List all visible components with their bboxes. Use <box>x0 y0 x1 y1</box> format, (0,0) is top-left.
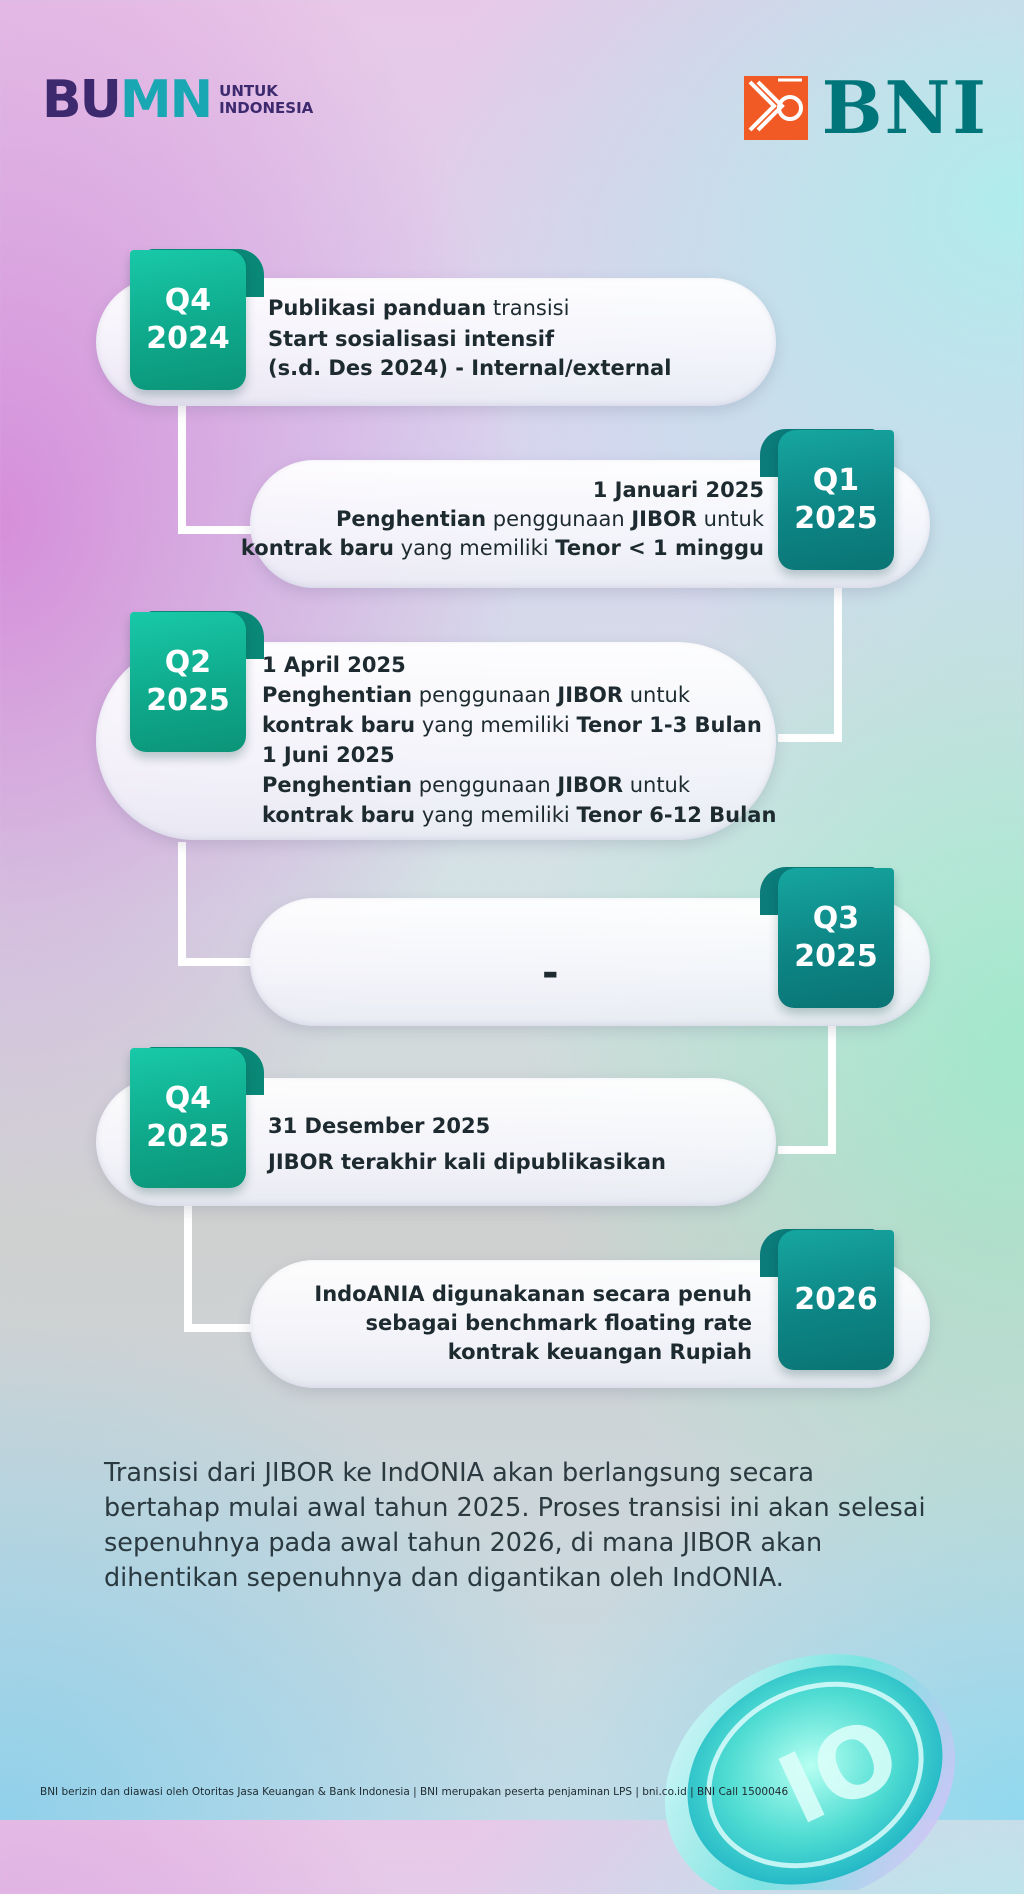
bold-text: kontrak baru <box>262 713 416 737</box>
tag-year: 2025 <box>794 501 878 536</box>
quarter-tag-q4-2025 <box>130 1048 246 1188</box>
tag-year: 2026 <box>794 1282 878 1317</box>
milestone-date <box>262 650 776 680</box>
tag-quarter: Q1 <box>812 463 860 498</box>
tag-body <box>778 868 894 1008</box>
milestone-text <box>268 1108 666 1180</box>
milestone-date <box>262 740 776 770</box>
timeline-connector <box>178 958 252 966</box>
bumn-letter-b: B <box>42 70 80 130</box>
normal-text: penggunaan <box>486 507 632 531</box>
bold-text: (s.d. Des 2024) - Internal/external <box>268 356 672 380</box>
normal-text: transisi <box>486 296 570 320</box>
bni-logo <box>744 65 988 150</box>
bumn-tagline-line-1: UNTUK <box>219 82 278 100</box>
milestone-text <box>314 1280 752 1367</box>
milestone-line <box>268 1144 666 1180</box>
timeline-connector <box>828 1026 836 1154</box>
normal-text: yang memiliki <box>415 803 577 827</box>
bold-text: Penghentian <box>262 773 413 797</box>
bumn-wordmark <box>42 70 212 130</box>
milestone-text <box>241 476 764 563</box>
date-text: 1 April 2025 <box>262 653 406 677</box>
milestone-empty-dash: - <box>542 950 559 996</box>
milestone-line <box>262 770 776 800</box>
normal-text: untuk <box>697 507 764 531</box>
date-text: 31 Desember 2025 <box>268 1114 491 1138</box>
milestone-line <box>262 680 776 710</box>
milestone-line <box>241 505 764 534</box>
quarter-tag-q3-2025 <box>778 868 894 1008</box>
normal-text: untuk <box>623 773 691 797</box>
quarter-tag-q4-2024 <box>130 250 246 390</box>
milestone-text <box>262 650 776 830</box>
bni-wordmark: BNI <box>821 65 988 150</box>
date-text: 1 Juni 2025 <box>262 743 395 767</box>
bold-text: kontrak baru <box>262 803 416 827</box>
milestone-line <box>314 1280 752 1309</box>
tag-body <box>130 250 246 390</box>
milestone-text <box>268 294 671 383</box>
milestone-date <box>268 1108 666 1144</box>
bold-text: JIBOR <box>557 683 624 707</box>
milestone-line <box>314 1309 752 1338</box>
tag-quarter: Q2 <box>164 645 212 680</box>
milestone-line <box>262 800 776 830</box>
normal-text: yang memiliki <box>415 713 577 737</box>
bni-emblem-icon <box>744 76 808 140</box>
bumn-letters-mn: MN <box>119 70 212 130</box>
bold-text: IndoANIA digunakanan secara penuh <box>314 1282 752 1306</box>
tag-year: 2025 <box>146 1119 230 1154</box>
bold-text: JIBOR terakhir kali dipublikasikan <box>268 1150 666 1174</box>
bold-text: Tenor < 1 minggu <box>555 536 764 560</box>
bold-text: JIBOR <box>557 773 624 797</box>
bold-text: Tenor 1-3 Bulan <box>576 713 762 737</box>
bold-text: Publikasi panduan <box>268 296 487 320</box>
date-text: 1 Januari 2025 <box>592 478 764 502</box>
timeline-connector <box>184 1324 252 1332</box>
bold-text: sebagai benchmark floating rate <box>365 1311 752 1335</box>
bold-text: kontrak keuangan Rupiah <box>447 1340 752 1364</box>
coin-glyph: IO <box>762 1695 917 1847</box>
tag-quarter: Q4 <box>164 283 212 318</box>
tag-body <box>778 430 894 570</box>
tag-quarter: Q4 <box>164 1081 212 1116</box>
normal-text: penggunaan <box>412 773 558 797</box>
quarter-tag-q2-2025 <box>130 612 246 752</box>
bold-text: JIBOR <box>631 507 697 531</box>
timeline-connector <box>834 588 842 742</box>
bumn-tagline <box>219 83 313 117</box>
bold-text: Penghentian <box>335 507 487 531</box>
timeline-connector <box>178 406 186 534</box>
normal-text: penggunaan <box>412 683 558 707</box>
tag-year: 2025 <box>794 939 878 974</box>
bumn-letter-u: U <box>79 70 120 130</box>
tag-year: 2024 <box>146 321 230 356</box>
bumn-untuk-indonesia-logo <box>42 70 314 130</box>
bumn-tagline-line-2: INDONESIA <box>219 99 314 117</box>
milestone-date <box>241 476 764 505</box>
quarter-tag-q1-2025 <box>778 430 894 570</box>
footer-disclaimer: BNI berizin dan diawasi oleh Otoritas Jasa Keuangan & Bank Indonesia | BNI merupakan peserta penjaminan LPS | bni.co.id | BNI Call 1500046 <box>40 1786 789 1798</box>
milestone-line <box>241 534 764 563</box>
timeline-connector <box>184 1206 192 1332</box>
bold-text: kontrak baru <box>240 536 394 560</box>
tag-body <box>130 612 246 752</box>
timeline-connector <box>778 734 842 742</box>
timeline-connector <box>778 1146 836 1154</box>
tag-body <box>778 1230 894 1370</box>
summary-paragraph: Transisi dari JIBOR ke IndONIA akan berlangsung secara bertahap mulai awal tahun 2025. Proses transisi ini akan selesai sepenuhnya pada awal tahun 2026, di mana JIBOR akan dihentikan sepenuhnya dan digantikan oleh IndONIA. <box>104 1458 926 1593</box>
milestone-line <box>268 354 671 383</box>
timeline-connector <box>178 842 186 966</box>
normal-text: yang memiliki <box>394 536 556 560</box>
milestone-line <box>268 294 671 323</box>
bold-text: Tenor 6-12 Bulan <box>576 803 777 827</box>
tag-year: 2025 <box>146 683 230 718</box>
tag-body <box>130 1048 246 1188</box>
bold-text: Penghentian <box>262 683 413 707</box>
indonia-coin-illustration <box>610 1630 990 1890</box>
bold-text: Start sosialisasi intensif <box>268 327 555 351</box>
tag-quarter: Q3 <box>812 901 860 936</box>
normal-text: untuk <box>623 683 691 707</box>
milestone-line <box>268 325 671 354</box>
milestone-line <box>262 710 776 740</box>
milestone-line <box>314 1338 752 1367</box>
year-tag-2026 <box>778 1230 894 1370</box>
